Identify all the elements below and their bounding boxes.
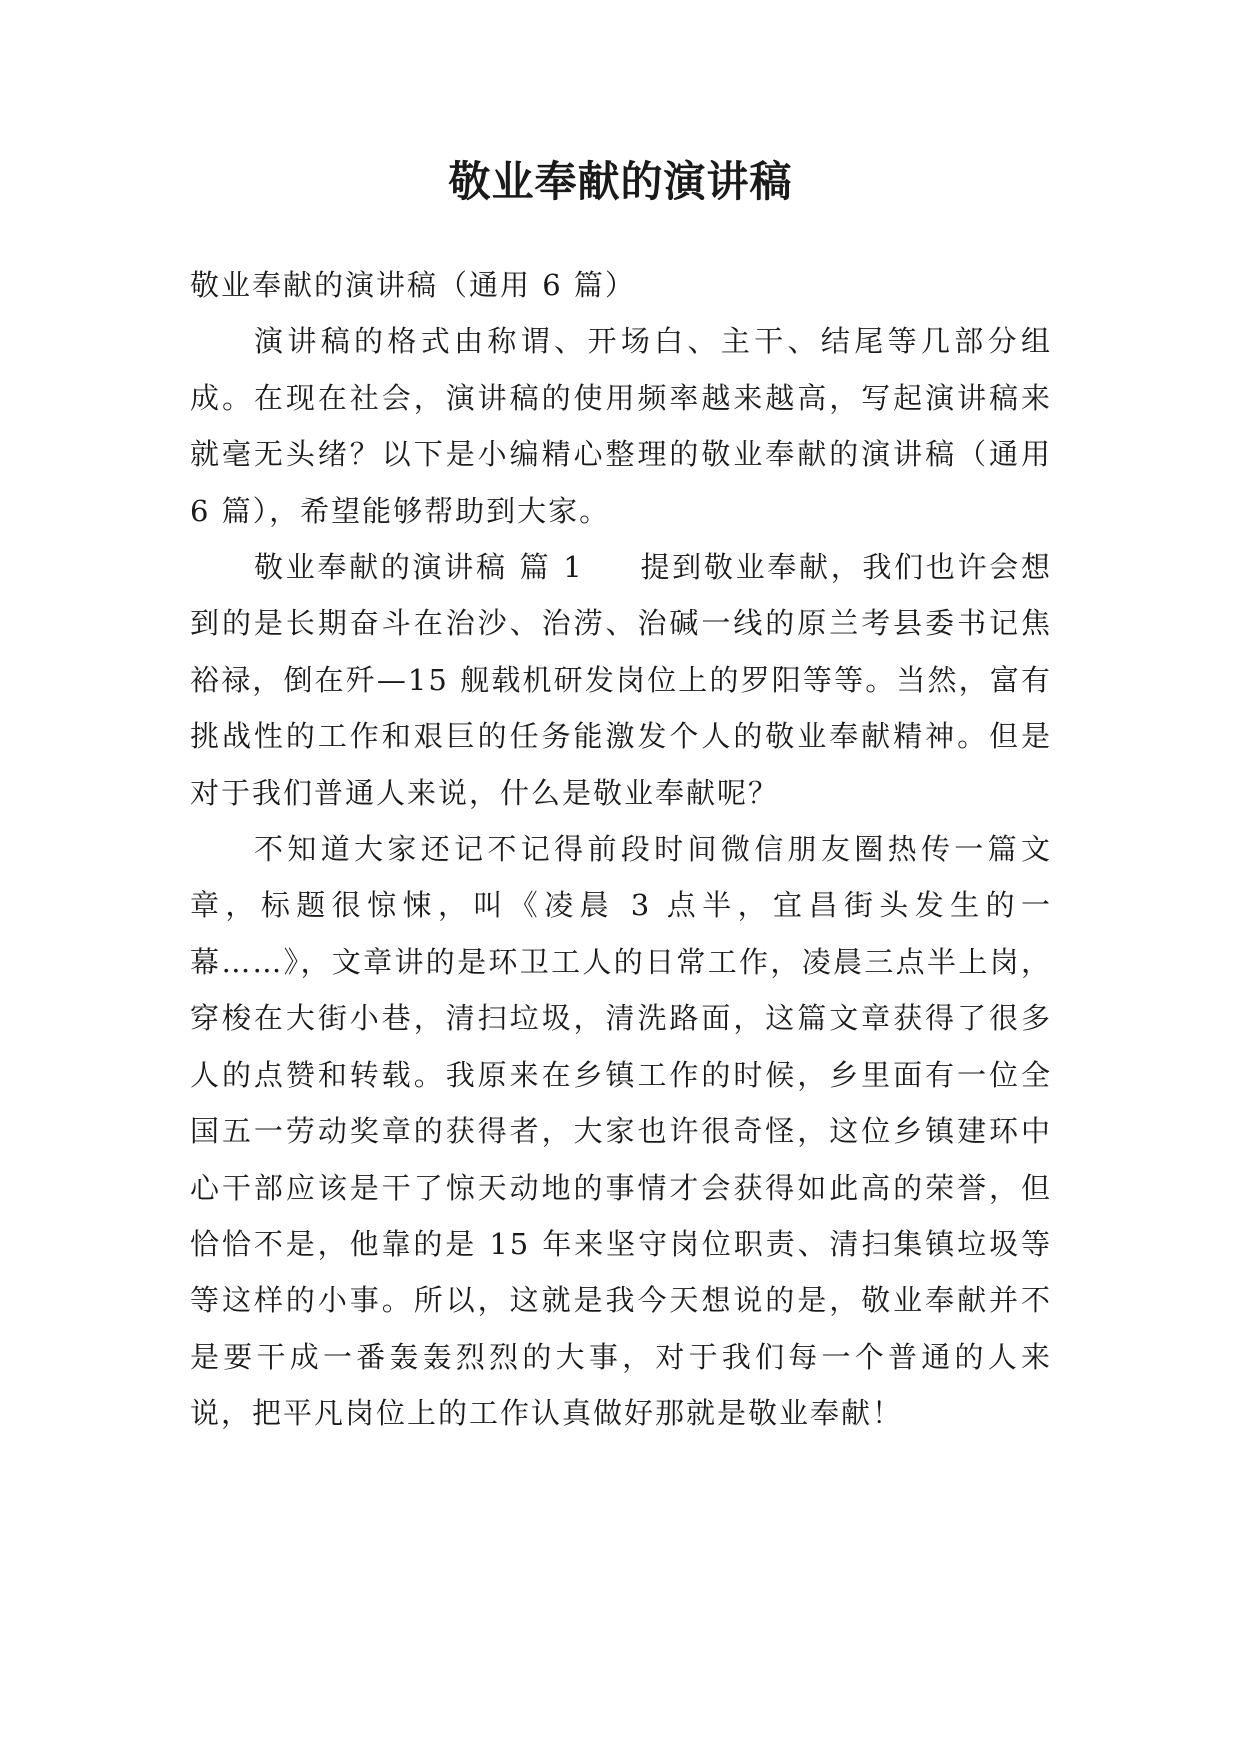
document-body (190, 257, 1052, 1442)
paragraph-2: 不知道大家还记不记得前段时间微信朋友圈热传一篇文章，标题很惊悚，叫《凌晨 3 点半，宜昌街头发生的一幕……》，文章讲的是环卫工人的日常工作，凌晨三点半上岗，穿梭在大街小巷，清扫垃圾，清洗路面，这篇文章获得了很多人的点赞和转载。我原来在乡镇工作的时候，乡里面有一位全国五一劳动奖章的获得者，大家也许很奇怪，这位乡镇建环中心干部应该是干了惊天动地的事情才会获得如此高的荣誉，但恰恰不是，他靠的是 15 年来坚守岗位职责、清扫集镇垃圾等等这样的小事。所以，这就是我今天想说的是，敬业奉献并不是要干成一番轰轰烈烈的大事，对于我们每一个普通的人来说，把平凡岗位上的工作认真做好那就是敬业奉献！ (190, 832, 1052, 1431)
paragraph-1: 提到敬业奉献，我们也许会想到的是长期奋斗在治沙、治涝、治碱一线的原兰考县委书记焦裕禄，倒在歼—15 舰载机研发岗位上的罗阳等等。当然，富有挑战性的工作和艰巨的任务能激发个人的敬业奉献精神。但是对于我们普通人来说，什么是敬业奉献呢？ (190, 550, 1052, 810)
intro-paragraph: 演讲稿的格式由称谓、开场白、主干、结尾等几部分组成。在现在社会，演讲稿的使用频率越来越高，写起演讲稿来就毫无头绪？以下是小编精心整理的敬业奉献的演讲稿（通用 6 篇），希望能够帮助到大家。 (190, 324, 1052, 528)
section-heading: 敬业奉献的演讲稿 篇 1 (254, 550, 584, 585)
document-subtitle: 敬业奉献的演讲稿（通用 6 篇） (190, 268, 636, 302)
document-title: 敬业奉献的演讲稿 (448, 157, 793, 206)
section-paragraph (190, 539, 1052, 821)
